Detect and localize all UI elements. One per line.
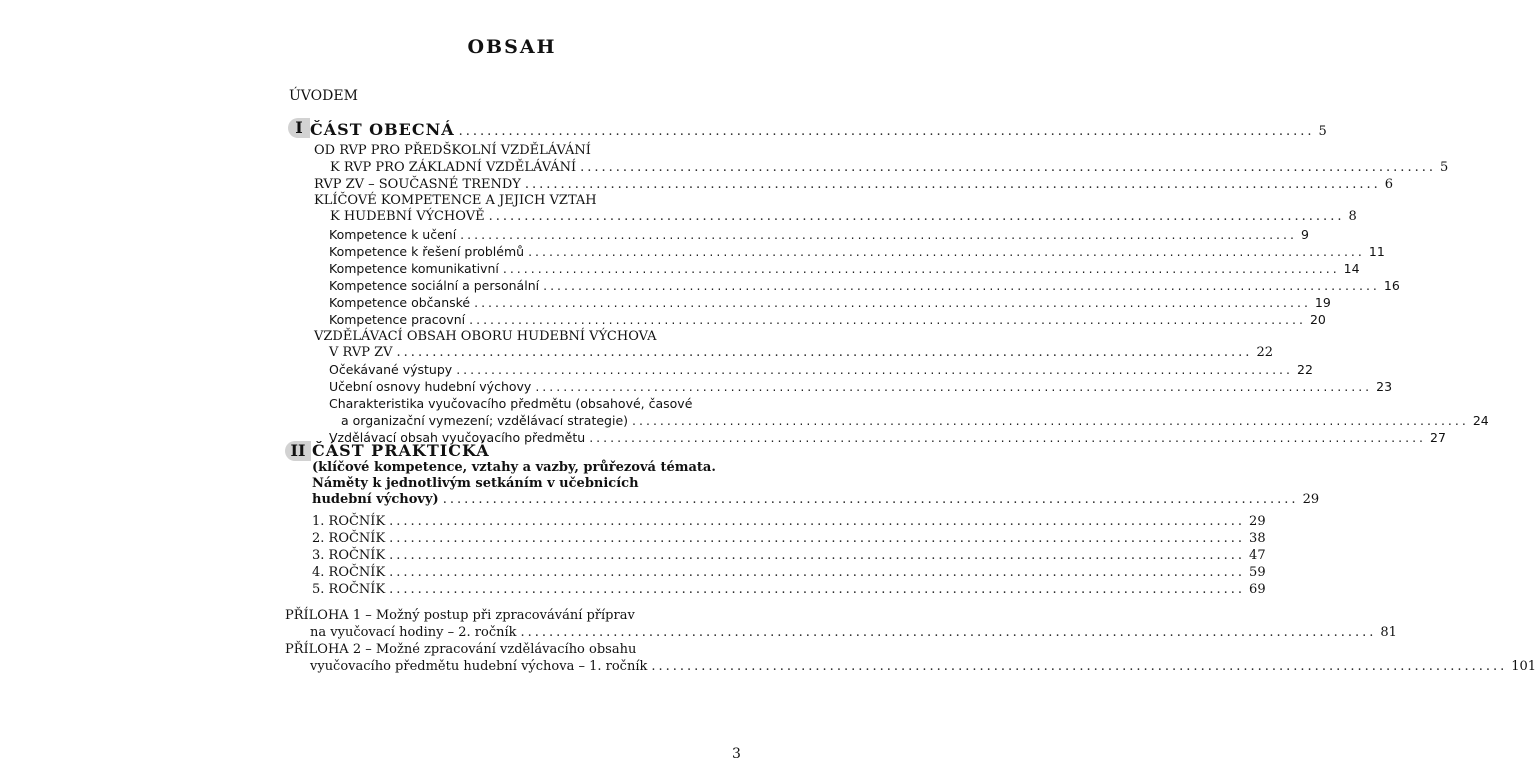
- toc-entry: hudební výchovy) ........................................................................................................................ 29: [312, 492, 1320, 507]
- page-title: OBSAH: [467, 36, 557, 58]
- page-ref: 14: [1343, 261, 1360, 276]
- dot-leader: ........................................................................................................................: [632, 413, 1469, 428]
- page-number: 3: [732, 746, 741, 762]
- toc-entry-line: PŘÍLOHA 2 – Možné zpracování vzdělávacího obsahu: [285, 642, 637, 657]
- toc-entry: a organizační vymezení; vzdělávací strategie) ........................................................................................................................ 24: [341, 413, 1489, 428]
- toc-entry: Kompetence sociální a personální ........................................................................................................................ 16: [329, 278, 1400, 293]
- toc-entry: V RVP ZV ........................................................................................................................ 22: [329, 345, 1273, 360]
- page-ref: 27: [1430, 430, 1446, 445]
- part-1-heading-row: [310, 120, 1327, 140]
- dot-leader: ........................................................................................................................: [389, 582, 1246, 597]
- page-ref: 59: [1249, 565, 1266, 580]
- toc-entry-intro: ÚVODEM: [289, 88, 358, 104]
- dot-leader: ........................................................................................................................: [528, 244, 1365, 259]
- page-ref: 6: [1384, 177, 1394, 192]
- page-ref: 5: [1439, 160, 1449, 175]
- page-ref: 81: [1380, 625, 1397, 640]
- toc-entry: 1. ROČNÍK ........................................................................................................................ 29: [312, 514, 1266, 529]
- toc-entry: Kompetence k učení ........................................................................................................................ 9: [329, 227, 1309, 242]
- dot-leader: ........................................................................................................................: [389, 548, 1246, 563]
- dot-leader: ........................................................................................................................: [524, 177, 1381, 192]
- toc-entry: Učební osnovy hudební výchovy ........................................................................................................................ 23: [329, 379, 1393, 394]
- toc-entry: Kompetence občanské ........................................................................................................................ 19: [329, 295, 1331, 310]
- dot-leader: ........................................................................................................................: [520, 625, 1377, 640]
- page-ref: 29: [1249, 514, 1266, 529]
- toc-entry: RVP ZV – SOUČASNÉ TRENDY ........................................................................................................................ 6: [314, 177, 1394, 192]
- part-2-subtitle: Náměty k jednotlivým setkáním v učebnicích: [312, 476, 639, 491]
- toc-entry: Očekávané výstupy ........................................................................................................................ 22: [329, 362, 1313, 377]
- part-2-subtitle: (klíčové kompetence, vztahy a vazby, průřezová témata.: [312, 460, 716, 475]
- page-ref: 9: [1300, 227, 1309, 242]
- page-ref: 22: [1256, 345, 1273, 360]
- toc-entry: 5. ROČNÍK ........................................................................................................................ 69: [312, 582, 1266, 597]
- page-ref: 16: [1383, 278, 1400, 293]
- dot-leader: ........................................................................................................................: [651, 659, 1508, 674]
- dot-leader: ........................................................................................................................: [396, 345, 1253, 360]
- toc-entry: na vyučovací hodiny – 2. ročník ........................................................................................................................ 81: [310, 625, 1397, 640]
- page-ref: 24: [1472, 413, 1489, 428]
- part-2-badge: II: [285, 441, 311, 461]
- toc-entry: Kompetence pracovní ........................................................................................................................ 20: [329, 312, 1326, 327]
- page-ref: 8: [1348, 209, 1357, 224]
- dot-leader: ........................................................................................................................: [389, 531, 1246, 546]
- toc-entry: K RVP PRO ZÁKLADNÍ VZDĚLÁVÁNÍ ........................................................................................................................ 5: [330, 160, 1449, 175]
- dot-leader: ........................................................................................................................: [474, 295, 1311, 310]
- toc-entry: Vzdělávací obsah vyučovacího předmětu ........................................................................................................................ 27: [329, 430, 1446, 445]
- page-ref: 22: [1297, 362, 1313, 377]
- toc-entry-line: PŘÍLOHA 1 – Možný postup při zpracovávání příprav: [285, 608, 635, 623]
- dot-leader: ........................................................................................................................: [580, 160, 1436, 175]
- part-2-heading: ČÁST PRAKTICKÁ: [312, 441, 490, 460]
- page-ref: 5: [1318, 124, 1327, 139]
- toc-entry: 2. ROČNÍK ........................................................................................................................ 38: [312, 531, 1266, 546]
- toc-entry: 4. ROČNÍK ........................................................................................................................ 59: [312, 565, 1266, 580]
- dot-leader: ........................................................................................................................: [442, 492, 1299, 507]
- page-ref: 69: [1249, 582, 1266, 597]
- dot-leader: ........................................................................................................................: [469, 312, 1306, 327]
- toc-entry: K HUDEBNÍ VÝCHOVĚ ........................................................................................................................ 8: [330, 209, 1357, 224]
- dot-leader: ........................................................................................................................: [589, 430, 1427, 445]
- dot-leader: ........................................................................................................................: [458, 124, 1315, 139]
- toc-entry: Kompetence komunikativní ........................................................................................................................ 14: [329, 261, 1360, 276]
- dot-leader: ........................................................................................................................: [543, 278, 1380, 293]
- toc-entry: 3. ROČNÍK ........................................................................................................................ 47: [312, 548, 1266, 563]
- dot-leader: ........................................................................................................................: [502, 261, 1340, 276]
- dot-leader: ........................................................................................................................: [488, 209, 1345, 224]
- dot-leader: ........................................................................................................................: [535, 379, 1373, 394]
- dot-leader: ........................................................................................................................: [389, 565, 1246, 580]
- page-ref: 23: [1376, 379, 1393, 394]
- page-ref: 101: [1511, 659, 1536, 674]
- part-1-badge: I: [288, 118, 310, 138]
- dot-leader: ........................................................................................................................: [389, 514, 1246, 529]
- page-ref: 38: [1249, 531, 1266, 546]
- page-ref: 11: [1368, 244, 1385, 259]
- toc-entry: Kompetence k řešení problémů ........................................................................................................................ 11: [329, 244, 1385, 259]
- page-ref: 19: [1314, 295, 1331, 310]
- toc-entry: vyučovacího předmětu hudební výchova – 1. ročník ........................................................................................................................ 101: [310, 659, 1536, 674]
- page-ref: 47: [1249, 548, 1266, 563]
- part-1-heading: ČÁST OBECNÁ: [310, 120, 455, 139]
- dot-leader: ........................................................................................................................: [460, 227, 1297, 242]
- toc-entry-line: KLÍČOVÉ KOMPETENCE A JEJICH VZTAH: [314, 193, 597, 208]
- page-ref: 29: [1302, 492, 1320, 507]
- toc-entry-line: Charakteristika vyučovacího předmětu (obsahové, časové: [329, 396, 693, 411]
- toc-entry-line: OD RVP PRO PŘEDŠKOLNÍ VZDĚLÁVÁNÍ: [314, 143, 591, 158]
- dot-leader: ........................................................................................................................: [456, 362, 1293, 377]
- toc-entry-line: VZDĚLÁVACÍ OBSAH OBORU HUDEBNÍ VÝCHOVA: [314, 329, 657, 344]
- page-ref: 20: [1309, 312, 1326, 327]
